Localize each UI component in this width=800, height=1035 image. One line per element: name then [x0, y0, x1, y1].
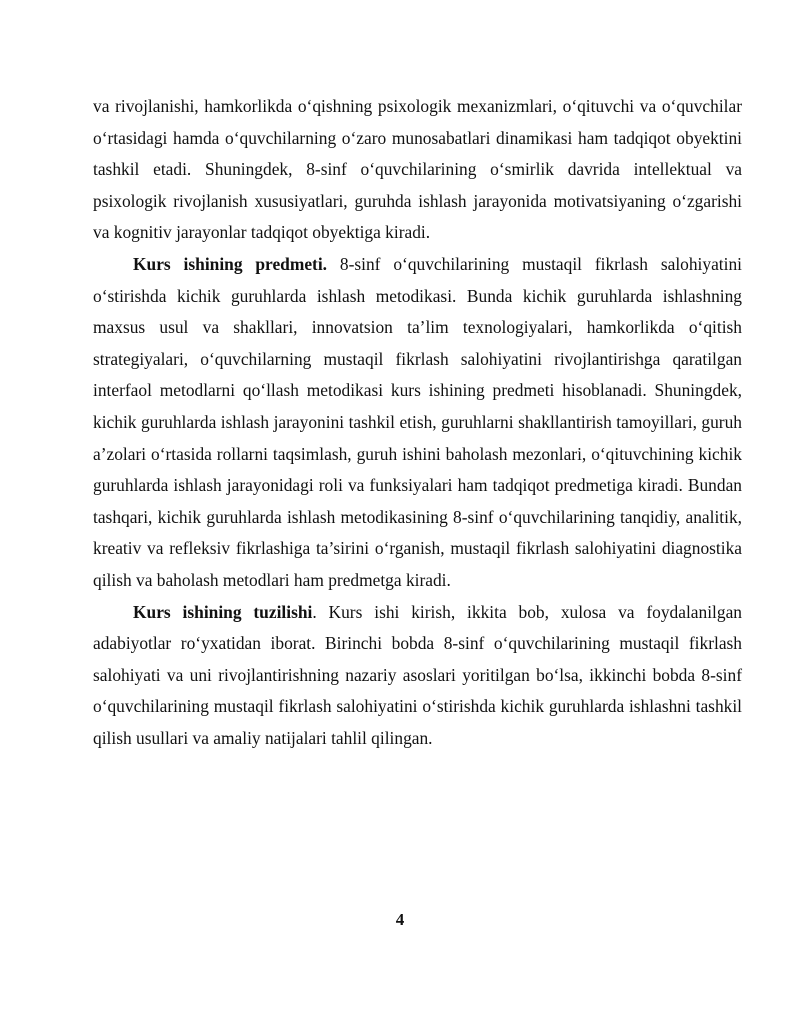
subject-heading-term: Kurs ishining predmeti.	[133, 253, 328, 274]
page-number: 4	[395, 910, 405, 929]
paragraph-object-continuation: va rivojlanishi, hamkorlikda o‘qishning psixologik mexanizmlari, o‘qituvchi va o‘quvchilar o‘rtasidagi hamda o‘quvchilarning o‘zaro munosabatlari dinamikasi ham tadqiqot obyektini tashkil etadi. Shuningdek, 8-sinf o‘quvchilarining o‘smirlik davrida intellektual va psixologik rivojlanish xususiyatlari, guruhda ishlash jarayonida motivatsiyaning o‘zgarishi va kognitiv jarayonlar tadqiqot obyektiga kiradi.	[93, 96, 742, 243]
subject-text: 8-sinf o‘quvchilarining mustaqil fikrlash salohiyatini o‘stirishda kichik guruhlarda ishlash metodikasi. Bunda kichik guruhlarda ishlashning maxsus usul va shakllari, innovatsion ta’lim texnologiyalari, hamkorlikda o‘qitish strategiyalari, o‘quvchilarning mustaqil fikrlash salohiyatini rivojlantirishga qaratilgan interfaol metodlarni qo‘llash metodikasi kurs ishining predmeti hisoblanadi. Shuningdek, kichik guruhlarda ishlash jarayonini tashkil etish, guruhlarni shakllantirish tamoyillari, guruh a’zolari o‘rtasida rollarni taqsimlash, guruh ishini baholash mezonlari, o‘qituvchining kichik guruhlarda ishlash jarayonidagi roli va funksiyalari ham tadqiqot predmetiga kiradi. Bundan tashqari, kichik guruhlarda ishlash metodikasining 8-sinf o‘quvchilarining tanqidiy, analitik, kreativ va refleksiv fikrlashiga ta’sirini o‘rganish, mustaqil fikrlash salohiyatini diagnostika qilish va baholash metodlari ham predmetga kiradi.	[93, 253, 742, 590]
structure-heading-term: Kurs ishining tuzilishi	[133, 601, 313, 622]
structure-text: . Kurs ishi kirish, ikkita bob, xulosa va foydalanilgan adabiyotlar ro‘yxatidan iborat. Birinchi bobda 8-sinf o‘quvchilarining mustaqil fikrlash salohiyati va uni rivojlantirishning nazariy asoslari yoritilgan bo‘lsa, ikkinchi bobda 8-sinf o‘quvchilarining mustaqil fikrlash salohiyatini o‘stirishda kichik guruhlarda ishlashni tashkil qilish usullari va amaliy natijalari tahlil qilingan.	[93, 601, 742, 748]
paragraph-subject	[93, 249, 742, 597]
paragraph-structure	[93, 597, 742, 755]
page-body	[93, 91, 742, 754]
